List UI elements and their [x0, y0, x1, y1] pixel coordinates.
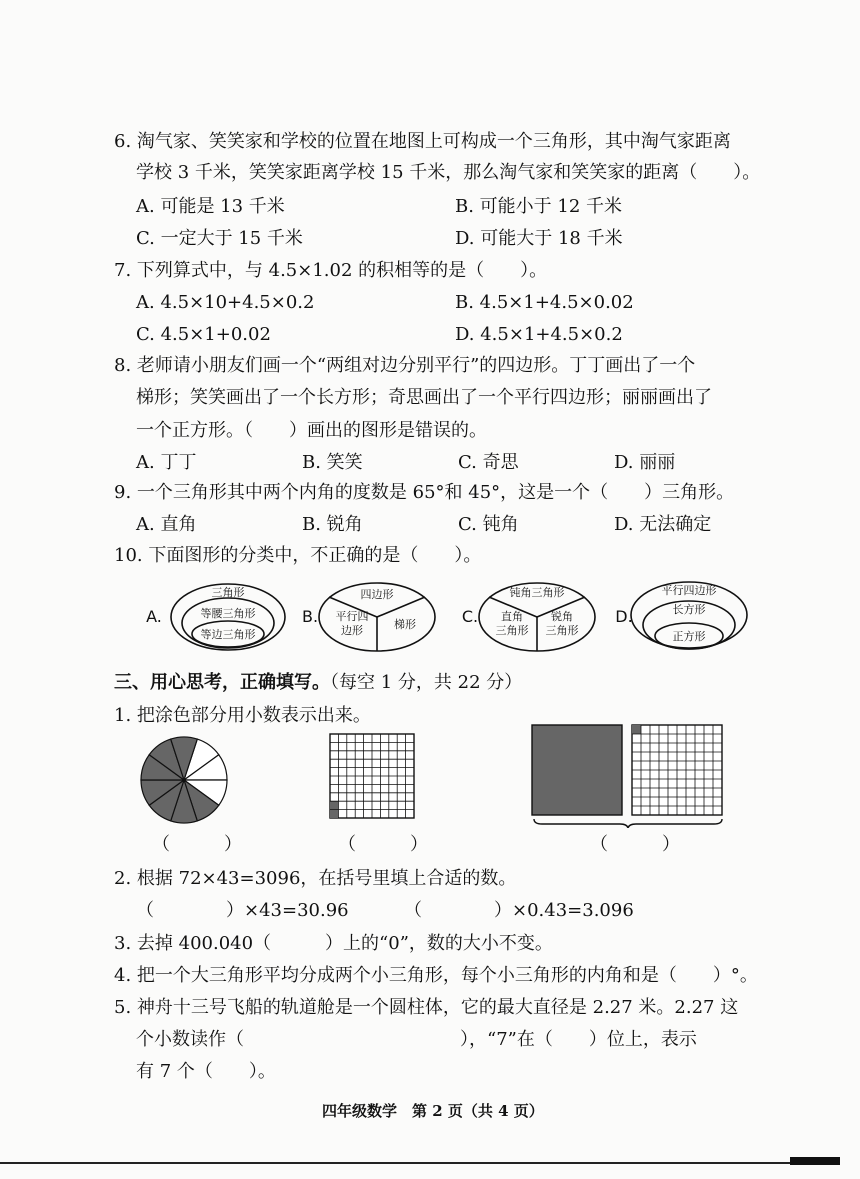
- q10-a-outer: 三角形: [211, 586, 245, 599]
- q8-line1: 8. 老师请小朋友们画一个“两组对边分别平行”的四边形。丁丁画出了一个: [114, 355, 696, 376]
- q8-option-a[interactable]: A. 丁丁: [136, 452, 197, 473]
- q7-stem: 7. 下列算式中，与 4.5×1.02 的积相等的是（ ）。: [114, 260, 548, 281]
- s3q5-line1: 5. 神舟十三号飞船的轨道舱是一个圆柱体，它的最大直径是 2.27 米。2.27 这: [114, 997, 739, 1018]
- q10-letter-b[interactable]: B.: [301, 607, 319, 626]
- q10-letter-c[interactable]: C.: [461, 607, 479, 626]
- grid-shaded-cell: [330, 810, 338, 818]
- q10-a-inner: 等边三角形: [200, 628, 256, 641]
- q6-option-a[interactable]: A. 可能是 13 千米: [136, 196, 285, 217]
- s3q4-stem: 4. 把一个大三角形平均分成两个小三角形，每个小三角形的内角和是（ ）°。: [114, 965, 758, 986]
- q7-option-d[interactable]: D. 4.5×1+4.5×0.2: [455, 324, 623, 345]
- q8-line2: 梯形；笑笑画出了一个长方形；奇思画出了一个平行四边形；丽丽画出了: [136, 387, 712, 408]
- q8-line3: 一个正方形。（ ）画出的图形是错误的。: [136, 420, 487, 441]
- page-footer: 四年级数学 第 2 页（共 4 页）: [322, 1102, 544, 1120]
- q10-b-left1: 平行四: [335, 610, 369, 623]
- q6-option-b[interactable]: B. 可能小于 12 千米: [455, 196, 623, 217]
- q7-option-c[interactable]: C. 4.5×1+0.02: [136, 324, 271, 345]
- q10-letter-a[interactable]: A.: [146, 607, 162, 626]
- s3q2-eq1[interactable]: （ ）×43=30.96: [136, 900, 349, 921]
- q9-stem: 9. 一个三角形其中两个内角的度数是 65°和 45°，这是一个（ ）三角形。: [114, 482, 735, 503]
- s3q1-blank-1[interactable]: （ ）: [152, 834, 242, 855]
- scan-edge-mark: [790, 1157, 840, 1165]
- s3q5-line2: 个小数读作（ ），“7”在（ ）位上，表示: [136, 1029, 697, 1050]
- q8-option-d[interactable]: D. 丽丽: [614, 452, 676, 473]
- q10-a-middle: 等腰三角形: [200, 607, 256, 620]
- q6-line2: 学校 3 千米，笑笑家距离学校 15 千米，那么淘气家和笑笑家的距离（ ）。: [136, 162, 761, 183]
- q10-b-right: 梯形: [394, 618, 416, 631]
- q10-d-middle: 长方形: [672, 603, 706, 616]
- q10-d-outer: 平行四边形: [661, 584, 717, 597]
- q6-option-d[interactable]: D. 可能大于 18 千米: [455, 228, 623, 249]
- section3-title: [114, 672, 522, 694]
- two-grid-figure: [530, 722, 726, 828]
- q6-option-c[interactable]: C. 一定大于 15 千米: [136, 228, 303, 249]
- s3q1-blank-2[interactable]: （ ）: [338, 834, 428, 855]
- s3q5-line3: 有 7 个（ ）。: [136, 1061, 276, 1082]
- q9-option-b[interactable]: B. 锐角: [302, 514, 363, 535]
- q8-option-b[interactable]: B. 笑笑: [302, 452, 363, 473]
- q7-option-a[interactable]: A. 4.5×10+4.5×0.2: [136, 292, 315, 313]
- s3q2-stem: 2. 根据 72×43=3096，在括号里填上合适的数。: [114, 868, 517, 889]
- q10-c-left2: 三角形: [495, 624, 529, 637]
- q10-b-left2: 边形: [341, 624, 363, 637]
- q9-option-c[interactable]: C. 钝角: [458, 514, 519, 535]
- section3-note: （每空 1 分，共 22 分）: [330, 672, 523, 693]
- pair-right-shaded-cell: [632, 725, 641, 734]
- q6-line1: 6. 淘气家、笑笑家和学校的位置在地图上可构成一个三角形，其中淘气家距离: [114, 131, 731, 152]
- hundred-grid-figure: [329, 733, 415, 819]
- q10-c-right1: 锐角: [551, 610, 573, 623]
- s3q1-stem: 1. 把涂色部分用小数表示出来。: [114, 705, 371, 726]
- scan-edge-line: [0, 1162, 790, 1164]
- q10-letter-d[interactable]: D.: [615, 607, 633, 626]
- s3q3-stem: 3. 去掉 400.040（ ）上的“0”，数的大小不变。: [114, 933, 553, 954]
- q10-c-left1: 直角: [501, 610, 523, 623]
- s3q2-eq2[interactable]: （ ）×0.43=3.096: [404, 900, 634, 921]
- grid-shaded-cell: [330, 801, 338, 809]
- q10-c-right2: 三角形: [545, 624, 579, 637]
- q10-diagram-row: [140, 575, 780, 655]
- q10-b-top: 四边形: [360, 588, 394, 601]
- pair-left-square: [532, 725, 622, 815]
- q10-stem: 10. 下面图形的分类中，不正确的是（ ）。: [114, 545, 482, 566]
- q10-c-top: 钝角三角形: [509, 586, 565, 599]
- q7-option-b[interactable]: B. 4.5×1+4.5×0.02: [455, 292, 634, 313]
- q8-option-c[interactable]: C. 奇思: [458, 452, 519, 473]
- q9-option-a[interactable]: A. 直角: [136, 514, 197, 535]
- q10-d-inner: 正方形: [672, 630, 706, 643]
- section3-heading: 三、用心思考，正确填写。: [114, 672, 330, 693]
- s3q1-blank-3[interactable]: （ ）: [590, 834, 680, 855]
- q9-option-d[interactable]: D. 无法确定: [614, 514, 712, 535]
- shaded-pie-figure: [138, 734, 230, 826]
- brace: [534, 819, 722, 828]
